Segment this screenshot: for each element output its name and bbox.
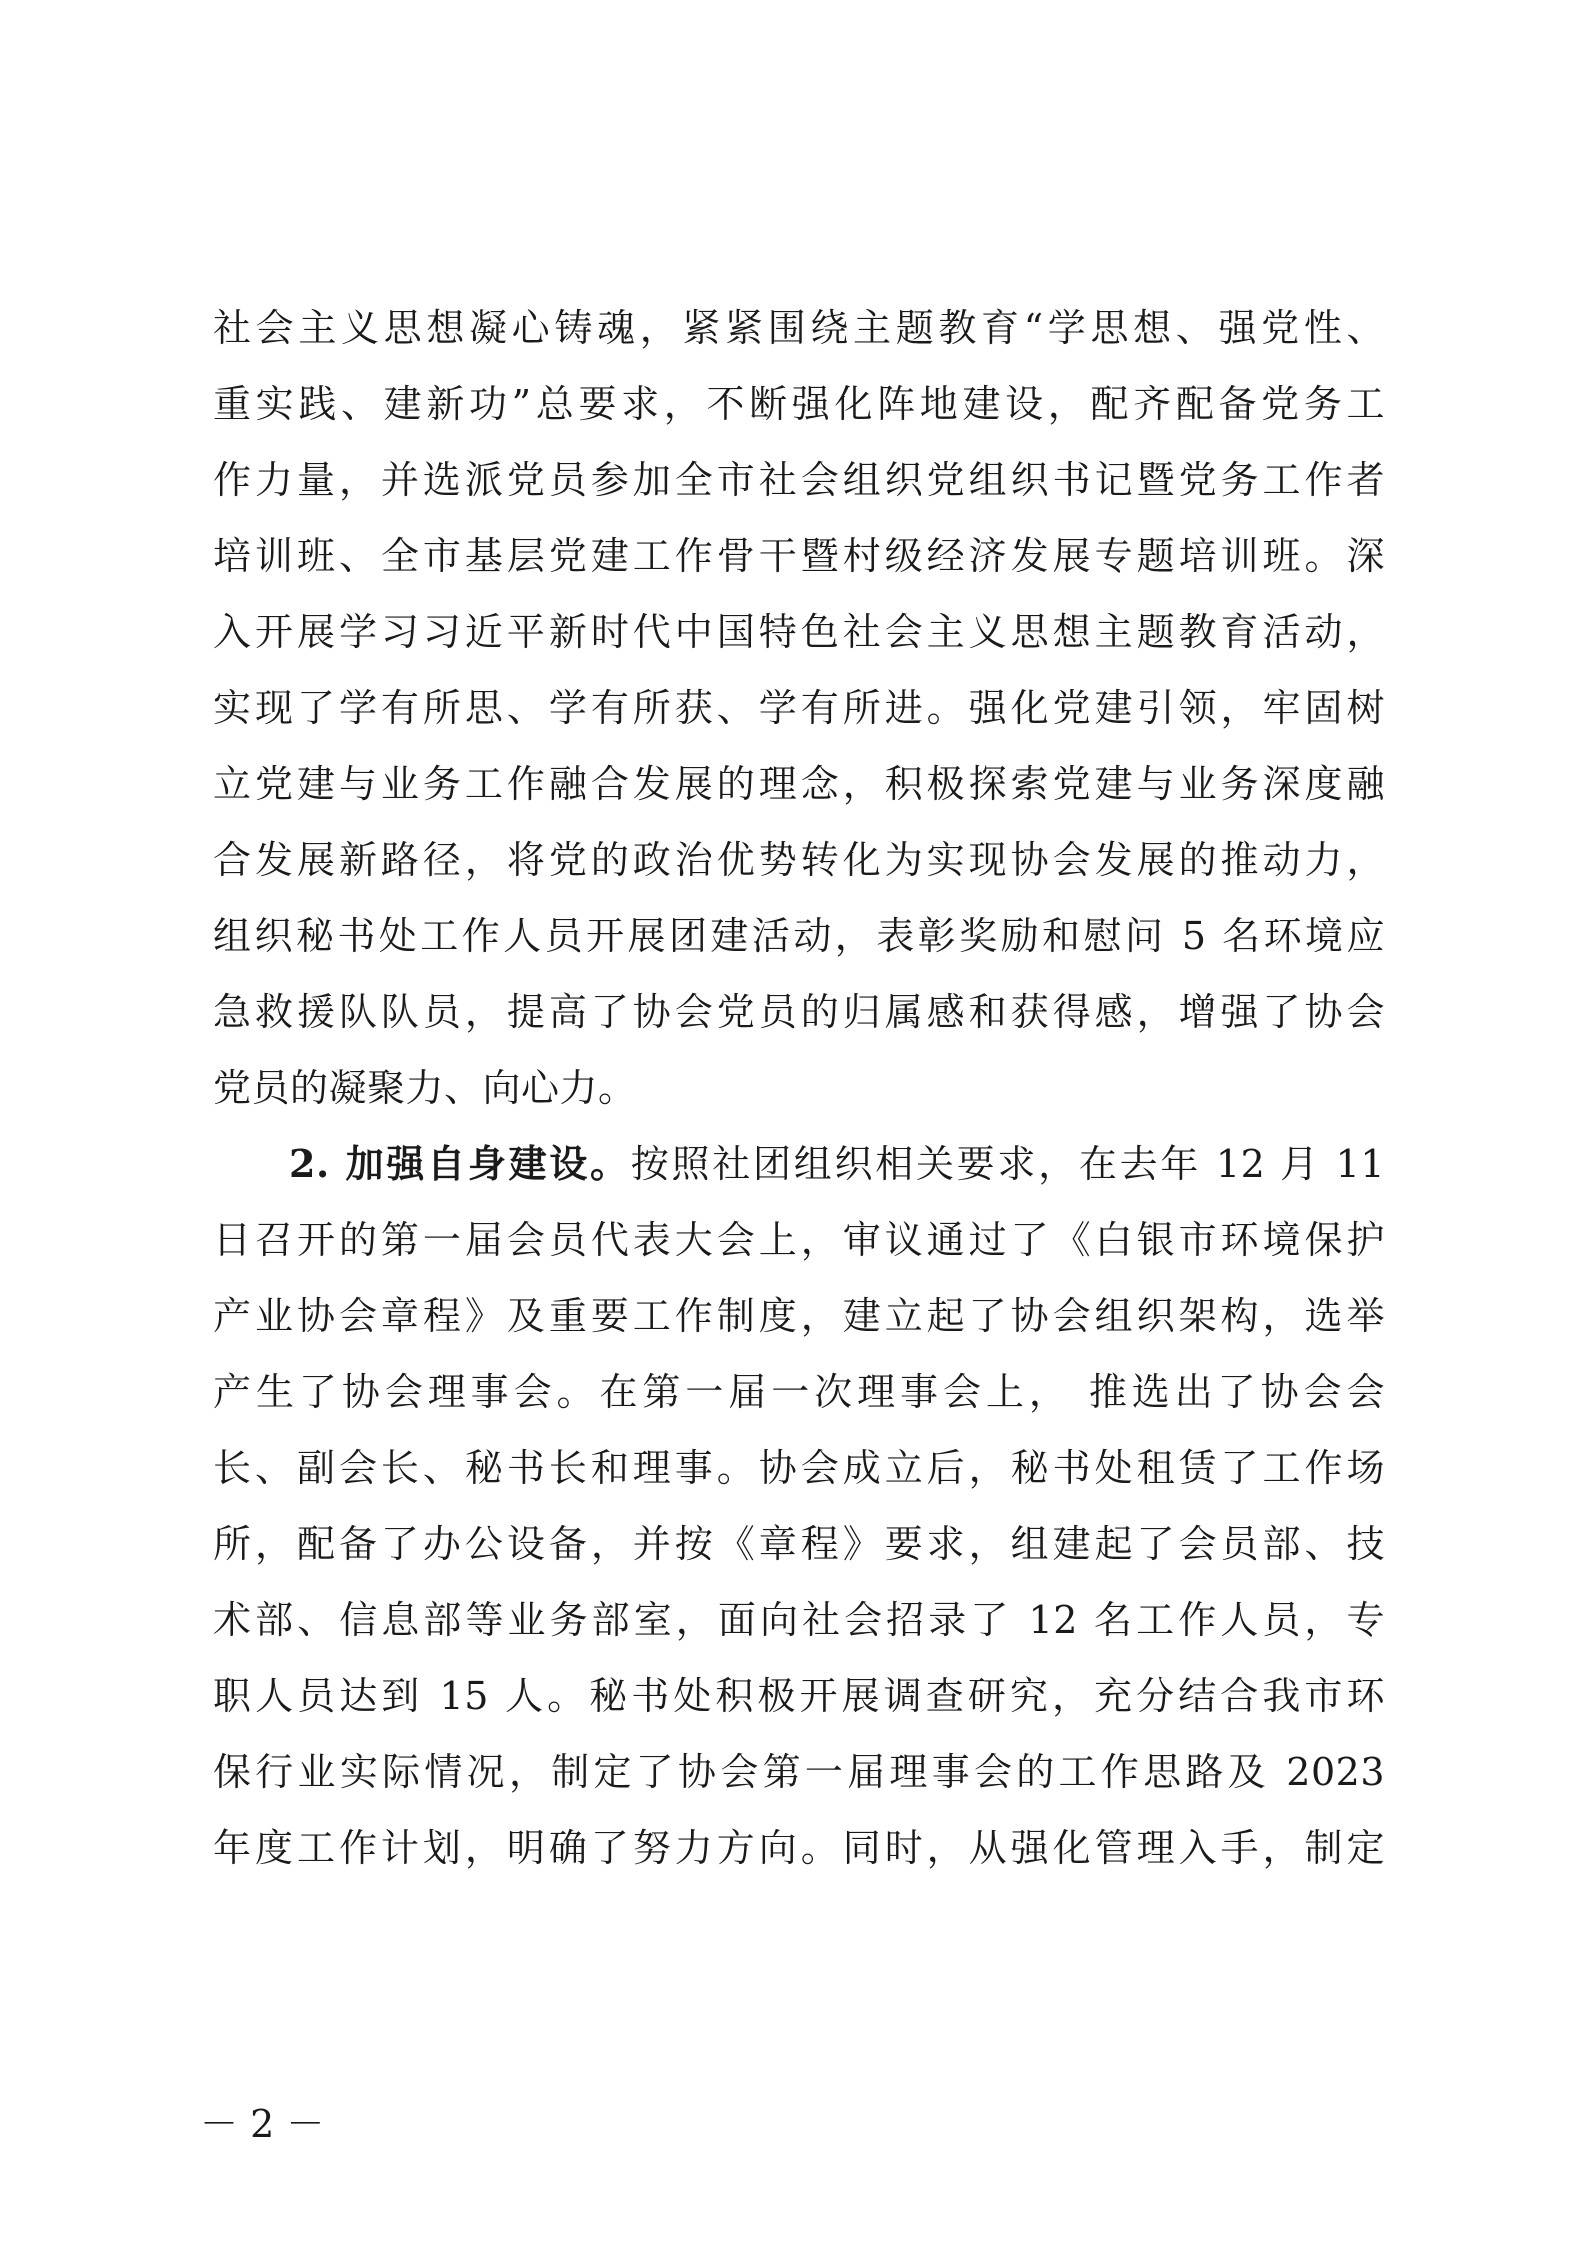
paragraph-line: 长、副会长、秘书长和理事。协会成立后，秘书处租赁了工作场 — [213, 1446, 1385, 1490]
paragraph-line: 年度工作计划，明确了努力方向。同时，从强化管理入手，制定 — [213, 1826, 1385, 1870]
paragraph-line: 实现了学有所思、学有所获、学有所进。强化党建引领，牢固树 — [213, 686, 1385, 730]
paragraph-line: 术部、信息部等业务部室，面向社会招录了 12 名工作人员，专 — [213, 1598, 1385, 1642]
paragraph-line: 立党建与业务工作融合发展的理念，积极探索党建与业务深度融 — [213, 762, 1385, 806]
paragraph-line: 产生了协会理事会。在第一届一次理事会上， 推选出了协会会 — [213, 1370, 1385, 1414]
paragraph-line: 职人员达到 15 人。秘书处积极开展调查研究，充分结合我市环 — [213, 1674, 1385, 1718]
paragraph-line: 保行业实际情况，制定了协会第一届理事会的工作思路及 2023 — [213, 1750, 1385, 1794]
paragraph-line: 所，配备了办公设备，并按《章程》要求，组建起了会员部、技 — [213, 1522, 1385, 1566]
paragraph-line: 党员的凝聚力、向心力。 — [213, 1066, 637, 1110]
paragraph-first-line — [289, 1138, 1385, 1190]
paragraph-line: 日召开的第一届会员代表大会上，审议通过了《白银市环境保护 — [213, 1218, 1385, 1262]
page-number: － 2 － — [200, 2102, 325, 2146]
section-heading: 2. 加强自身建设。 — [289, 1141, 631, 1186]
paragraph-line: 急救援队队员，提高了协会党员的归属感和获得感，增强了协会 — [213, 990, 1385, 1034]
paragraph-line: 社会主义思想凝心铸魂，紧紧围绕主题教育“学思想、强党性、 — [213, 306, 1385, 350]
paragraph-line: 合发展新路径，将党的政治优势转化为实现协会发展的推动力， — [213, 838, 1385, 882]
paragraph-line: 作力量，并选派党员参加全市社会组织党组织书记暨党务工作者 — [213, 458, 1385, 502]
paragraph-text: 按照社团组织相关要求，在去年 12 月 11 — [630, 1142, 1385, 1186]
paragraph-line: 入开展学习习近平新时代中国特色社会主义思想主题教育活动， — [213, 610, 1385, 654]
paragraph-line: 产业协会章程》及重要工作制度，建立起了协会组织架构，选举 — [213, 1294, 1385, 1338]
paragraph-line: 组织秘书处工作人员开展团建活动，表彰奖励和慰问 5 名环境应 — [213, 914, 1385, 958]
paragraph-line: 重实践、建新功”总要求，不断强化阵地建设，配齐配备党务工 — [213, 382, 1385, 426]
paragraph-line: 培训班、全市基层党建工作骨干暨村级经济发展专题培训班。深 — [213, 534, 1385, 578]
